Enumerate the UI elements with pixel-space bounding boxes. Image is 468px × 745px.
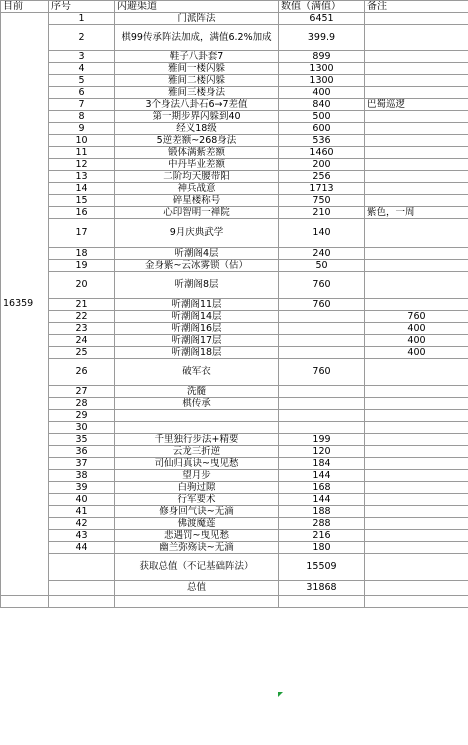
row-index-cell[interactable]: 14 bbox=[49, 183, 115, 195]
table-row bbox=[1, 260, 468, 272]
table-row bbox=[1, 434, 468, 446]
table-row bbox=[1, 482, 468, 494]
channel-cell[interactable]: 行军要术 bbox=[115, 494, 279, 506]
obtain-total-label[interactable]: 获取总值（不记基础阵法） bbox=[115, 554, 279, 581]
row-index-cell[interactable]: 36 bbox=[49, 446, 115, 458]
channel-cell[interactable]: 碎星楼称号 bbox=[115, 195, 279, 207]
value-cell[interactable]: 184 bbox=[279, 458, 365, 470]
note-cell[interactable] bbox=[365, 410, 468, 422]
table-row bbox=[1, 51, 468, 63]
row-index-cell[interactable]: 29 bbox=[49, 410, 115, 422]
row-index-cell[interactable]: 4 bbox=[49, 63, 115, 75]
channel-cell[interactable]: 经义18级 bbox=[115, 123, 279, 135]
row-index-cell[interactable]: 1 bbox=[49, 13, 115, 25]
row-index-cell[interactable]: 21 bbox=[49, 299, 115, 311]
channel-cell[interactable]: 门派阵法 bbox=[115, 13, 279, 25]
row-index-cell[interactable]: 38 bbox=[49, 470, 115, 482]
header-channel[interactable]: 闪避渠道 bbox=[115, 1, 279, 13]
value-cell[interactable]: 199 bbox=[279, 434, 365, 446]
table-row bbox=[1, 398, 468, 410]
table-row bbox=[1, 13, 468, 25]
row-index-cell[interactable]: 25 bbox=[49, 347, 115, 359]
channel-cell[interactable]: 9月庆典武学 bbox=[115, 219, 279, 248]
channel-cell[interactable]: 鞋子八卦套7 bbox=[115, 51, 279, 63]
header-row bbox=[1, 1, 468, 13]
row-index-cell[interactable]: 17 bbox=[49, 219, 115, 248]
row-index-cell[interactable]: 44 bbox=[49, 542, 115, 554]
value-cell[interactable] bbox=[279, 398, 365, 410]
channel-cell[interactable]: 白驹过隙 bbox=[115, 482, 279, 494]
note-cell[interactable] bbox=[365, 446, 468, 458]
table-row bbox=[1, 446, 468, 458]
channel-cell[interactable]: 二阶均天腰带阳 bbox=[115, 171, 279, 183]
row-index-cell[interactable]: 37 bbox=[49, 458, 115, 470]
table-row bbox=[1, 530, 468, 542]
row-index-cell[interactable]: 27 bbox=[49, 386, 115, 398]
empty-cell[interactable] bbox=[49, 596, 115, 608]
note-cell[interactable] bbox=[365, 25, 468, 51]
value-cell[interactable]: 120 bbox=[279, 446, 365, 458]
table-row bbox=[1, 147, 468, 159]
note-cell[interactable] bbox=[365, 518, 468, 530]
row-index-cell[interactable]: 5 bbox=[49, 75, 115, 87]
table-row bbox=[1, 323, 468, 335]
channel-cell[interactable]: 雅间三楼身法 bbox=[115, 87, 279, 99]
value-cell[interactable]: 140 bbox=[279, 219, 365, 248]
channel-cell[interactable]: 听潮阁17层 bbox=[115, 335, 279, 347]
note-cell[interactable] bbox=[365, 51, 468, 63]
channel-cell[interactable]: 悲遇罚~曳见愁 bbox=[115, 530, 279, 542]
table-row bbox=[1, 299, 468, 311]
note-cell[interactable] bbox=[365, 506, 468, 518]
note-cell[interactable] bbox=[365, 530, 468, 542]
note-cell[interactable] bbox=[365, 183, 468, 195]
table-row bbox=[1, 311, 468, 323]
grand-total-row bbox=[1, 581, 468, 596]
value-cell[interactable]: 1300 bbox=[279, 75, 365, 87]
current-total-cell[interactable]: 16359 bbox=[1, 13, 49, 596]
empty-cell[interactable] bbox=[49, 581, 115, 596]
note-cell[interactable] bbox=[365, 13, 468, 25]
note-cell[interactable] bbox=[365, 195, 468, 207]
empty-cell[interactable] bbox=[279, 596, 365, 608]
table-row bbox=[1, 494, 468, 506]
value-cell[interactable]: 760 bbox=[279, 299, 365, 311]
channel-cell[interactable]: 中丹毕业差额 bbox=[115, 159, 279, 171]
row-index-cell[interactable]: 19 bbox=[49, 260, 115, 272]
header-current[interactable]: 目前 bbox=[1, 1, 49, 13]
table-row bbox=[1, 422, 468, 434]
empty-cell[interactable] bbox=[365, 554, 468, 581]
row-index-cell[interactable]: 28 bbox=[49, 398, 115, 410]
table-row bbox=[1, 248, 468, 260]
note-cell[interactable] bbox=[365, 398, 468, 410]
channel-cell[interactable]: 锻体满紫差额 bbox=[115, 147, 279, 159]
channel-cell[interactable]: 棋99传承阵法加成，满值6.2%加成 bbox=[115, 25, 279, 51]
row-index-cell[interactable]: 7 bbox=[49, 99, 115, 111]
row-index-cell[interactable]: 24 bbox=[49, 335, 115, 347]
table-row bbox=[1, 219, 468, 248]
row-index-cell[interactable]: 15 bbox=[49, 195, 115, 207]
empty-cell[interactable] bbox=[1, 596, 49, 608]
value-cell[interactable]: 600 bbox=[279, 123, 365, 135]
note-cell[interactable] bbox=[365, 159, 468, 171]
note-cell[interactable] bbox=[365, 248, 468, 260]
channel-cell[interactable]: 听潮阁11层 bbox=[115, 299, 279, 311]
note-cell[interactable] bbox=[365, 147, 468, 159]
row-index-cell[interactable]: 9 bbox=[49, 123, 115, 135]
value-cell[interactable] bbox=[279, 323, 365, 335]
value-cell[interactable] bbox=[279, 422, 365, 434]
row-index-cell[interactable]: 30 bbox=[49, 422, 115, 434]
row-index-cell[interactable]: 12 bbox=[49, 159, 115, 171]
row-index-cell[interactable]: 8 bbox=[49, 111, 115, 123]
note-cell[interactable]: 紫色，一周 bbox=[365, 207, 468, 219]
row-index-cell[interactable]: 18 bbox=[49, 248, 115, 260]
value-cell[interactable] bbox=[279, 335, 365, 347]
value-cell[interactable] bbox=[279, 311, 365, 323]
channel-cell[interactable]: 听潮阁4层 bbox=[115, 248, 279, 260]
row-index-cell[interactable]: 22 bbox=[49, 311, 115, 323]
note-cell[interactable]: 400 bbox=[365, 335, 468, 347]
value-cell[interactable]: 144 bbox=[279, 494, 365, 506]
row-index-cell[interactable]: 11 bbox=[49, 147, 115, 159]
table-row bbox=[1, 359, 468, 386]
table-row bbox=[1, 347, 468, 359]
value-cell[interactable]: 399.9 bbox=[279, 25, 365, 51]
note-cell[interactable] bbox=[365, 386, 468, 398]
note-cell[interactable] bbox=[365, 434, 468, 446]
empty-cell[interactable] bbox=[115, 596, 279, 608]
channel-cell[interactable] bbox=[115, 422, 279, 434]
empty-row bbox=[1, 596, 468, 608]
channel-cell[interactable]: 望月步 bbox=[115, 470, 279, 482]
row-index-cell[interactable]: 20 bbox=[49, 272, 115, 299]
table-row bbox=[1, 171, 468, 183]
value-cell[interactable]: 288 bbox=[279, 518, 365, 530]
note-cell[interactable] bbox=[365, 494, 468, 506]
table-row bbox=[1, 75, 468, 87]
table-row bbox=[1, 386, 468, 398]
note-cell[interactable]: 760 bbox=[365, 311, 468, 323]
channel-cell[interactable]: 司仙归真诀~曳见愁 bbox=[115, 458, 279, 470]
row-index-cell[interactable]: 10 bbox=[49, 135, 115, 147]
note-cell[interactable] bbox=[365, 260, 468, 272]
note-cell[interactable] bbox=[365, 219, 468, 248]
channel-cell[interactable]: 洗髓 bbox=[115, 386, 279, 398]
header-index[interactable]: 序号 bbox=[49, 1, 115, 13]
channel-cell[interactable]: 千里独行步法+精要 bbox=[115, 434, 279, 446]
note-cell[interactable] bbox=[365, 272, 468, 299]
table-row bbox=[1, 335, 468, 347]
note-cell[interactable] bbox=[365, 87, 468, 99]
row-index-cell[interactable]: 6 bbox=[49, 87, 115, 99]
note-cell[interactable] bbox=[365, 359, 468, 386]
channel-cell[interactable]: 听潮阁14层 bbox=[115, 311, 279, 323]
value-cell[interactable]: 1460 bbox=[279, 147, 365, 159]
table-row bbox=[1, 123, 468, 135]
value-cell[interactable]: 899 bbox=[279, 51, 365, 63]
table-row bbox=[1, 272, 468, 299]
note-cell[interactable] bbox=[365, 470, 468, 482]
note-cell[interactable] bbox=[365, 299, 468, 311]
cell-comment-marker bbox=[278, 692, 283, 697]
note-cell[interactable] bbox=[365, 542, 468, 554]
table-row bbox=[1, 183, 468, 195]
channel-cell[interactable]: 佛渡魔莲 bbox=[115, 518, 279, 530]
channel-cell[interactable]: 听潮阁18层 bbox=[115, 347, 279, 359]
row-index-cell[interactable]: 43 bbox=[49, 530, 115, 542]
value-cell[interactable]: 144 bbox=[279, 470, 365, 482]
value-cell[interactable]: 750 bbox=[279, 195, 365, 207]
value-cell[interactable]: 180 bbox=[279, 542, 365, 554]
table-row bbox=[1, 518, 468, 530]
value-cell[interactable]: 6451 bbox=[279, 13, 365, 25]
note-cell[interactable] bbox=[365, 171, 468, 183]
channel-cell[interactable]: 5逆差额~268身法 bbox=[115, 135, 279, 147]
value-cell[interactable]: 216 bbox=[279, 530, 365, 542]
channel-cell[interactable]: 雅间二楼闪躲 bbox=[115, 75, 279, 87]
row-index-cell[interactable]: 35 bbox=[49, 434, 115, 446]
channel-cell[interactable]: 3个身法八卦石6→7差值 bbox=[115, 99, 279, 111]
row-index-cell[interactable]: 13 bbox=[49, 171, 115, 183]
table-row bbox=[1, 25, 468, 51]
value-cell[interactable]: 188 bbox=[279, 506, 365, 518]
obtain-total-value[interactable]: 15509 bbox=[279, 554, 365, 581]
row-index-cell[interactable]: 26 bbox=[49, 359, 115, 386]
row-index-cell[interactable]: 3 bbox=[49, 51, 115, 63]
value-cell[interactable]: 1300 bbox=[279, 63, 365, 75]
channel-cell[interactable]: 棋传承 bbox=[115, 398, 279, 410]
value-cell[interactable]: 240 bbox=[279, 248, 365, 260]
value-cell[interactable] bbox=[279, 347, 365, 359]
channel-cell[interactable]: 破军衣 bbox=[115, 359, 279, 386]
row-index-cell[interactable]: 42 bbox=[49, 518, 115, 530]
value-cell[interactable]: 210 bbox=[279, 207, 365, 219]
note-cell[interactable] bbox=[365, 422, 468, 434]
note-cell[interactable] bbox=[365, 135, 468, 147]
value-cell[interactable]: 760 bbox=[279, 359, 365, 386]
table-row bbox=[1, 159, 468, 171]
value-cell[interactable] bbox=[279, 410, 365, 422]
channel-cell[interactable]: 幽兰弥殇诀~无滴 bbox=[115, 542, 279, 554]
value-cell[interactable]: 760 bbox=[279, 272, 365, 299]
header-note[interactable]: 备注 bbox=[365, 1, 468, 13]
note-cell[interactable] bbox=[365, 458, 468, 470]
value-cell[interactable]: 50 bbox=[279, 260, 365, 272]
table-row bbox=[1, 506, 468, 518]
table-row bbox=[1, 135, 468, 147]
table-row bbox=[1, 470, 468, 482]
note-cell[interactable] bbox=[365, 111, 468, 123]
row-index-cell[interactable]: 41 bbox=[49, 506, 115, 518]
header-value[interactable]: 数值（满值） bbox=[279, 1, 365, 13]
table-row bbox=[1, 87, 468, 99]
note-cell[interactable] bbox=[365, 63, 468, 75]
value-cell[interactable]: 536 bbox=[279, 135, 365, 147]
table-row bbox=[1, 458, 468, 470]
channel-cell[interactable]: 金身紫~云冰雾锁（估） bbox=[115, 260, 279, 272]
channel-cell[interactable] bbox=[115, 410, 279, 422]
value-cell[interactable]: 200 bbox=[279, 159, 365, 171]
note-cell[interactable]: 巴蜀巡逻 bbox=[365, 99, 468, 111]
channel-cell[interactable]: 听潮阁16层 bbox=[115, 323, 279, 335]
empty-cell[interactable] bbox=[365, 596, 468, 608]
channel-cell[interactable]: 云龙三折逆 bbox=[115, 446, 279, 458]
value-cell[interactable]: 400 bbox=[279, 87, 365, 99]
row-index-cell[interactable]: 40 bbox=[49, 494, 115, 506]
grand-total-value[interactable]: 31868 bbox=[279, 581, 365, 596]
channel-cell[interactable]: 心印智明一禅院 bbox=[115, 207, 279, 219]
table-row bbox=[1, 207, 468, 219]
note-cell[interactable] bbox=[365, 123, 468, 135]
row-index-cell[interactable]: 16 bbox=[49, 207, 115, 219]
row-index-cell[interactable]: 23 bbox=[49, 323, 115, 335]
table-row bbox=[1, 410, 468, 422]
value-cell[interactable]: 840 bbox=[279, 99, 365, 111]
empty-cell[interactable] bbox=[49, 554, 115, 581]
note-cell[interactable] bbox=[365, 75, 468, 87]
note-cell[interactable]: 400 bbox=[365, 323, 468, 335]
table-row bbox=[1, 99, 468, 111]
grand-total-label[interactable]: 总值 bbox=[115, 581, 279, 596]
note-cell[interactable] bbox=[365, 482, 468, 494]
value-cell[interactable]: 168 bbox=[279, 482, 365, 494]
channel-cell[interactable]: 修身回气诀~无滴 bbox=[115, 506, 279, 518]
empty-cell[interactable] bbox=[365, 581, 468, 596]
value-cell[interactable]: 1713 bbox=[279, 183, 365, 195]
channel-cell[interactable]: 雅间一楼闪躲 bbox=[115, 63, 279, 75]
table-row bbox=[1, 195, 468, 207]
value-cell[interactable]: 500 bbox=[279, 111, 365, 123]
value-cell[interactable] bbox=[279, 386, 365, 398]
table-row bbox=[1, 63, 468, 75]
channel-cell[interactable]: 第一期步界闪躲到40 bbox=[115, 111, 279, 123]
channel-cell[interactable]: 神兵战意 bbox=[115, 183, 279, 195]
obtain-total-row bbox=[1, 554, 468, 581]
channel-cell[interactable]: 听潮阁8层 bbox=[115, 272, 279, 299]
note-cell[interactable]: 400 bbox=[365, 347, 468, 359]
value-cell[interactable]: 256 bbox=[279, 171, 365, 183]
table-row bbox=[1, 542, 468, 554]
row-index-cell[interactable]: 39 bbox=[49, 482, 115, 494]
table-row bbox=[1, 111, 468, 123]
row-index-cell[interactable]: 2 bbox=[49, 25, 115, 51]
